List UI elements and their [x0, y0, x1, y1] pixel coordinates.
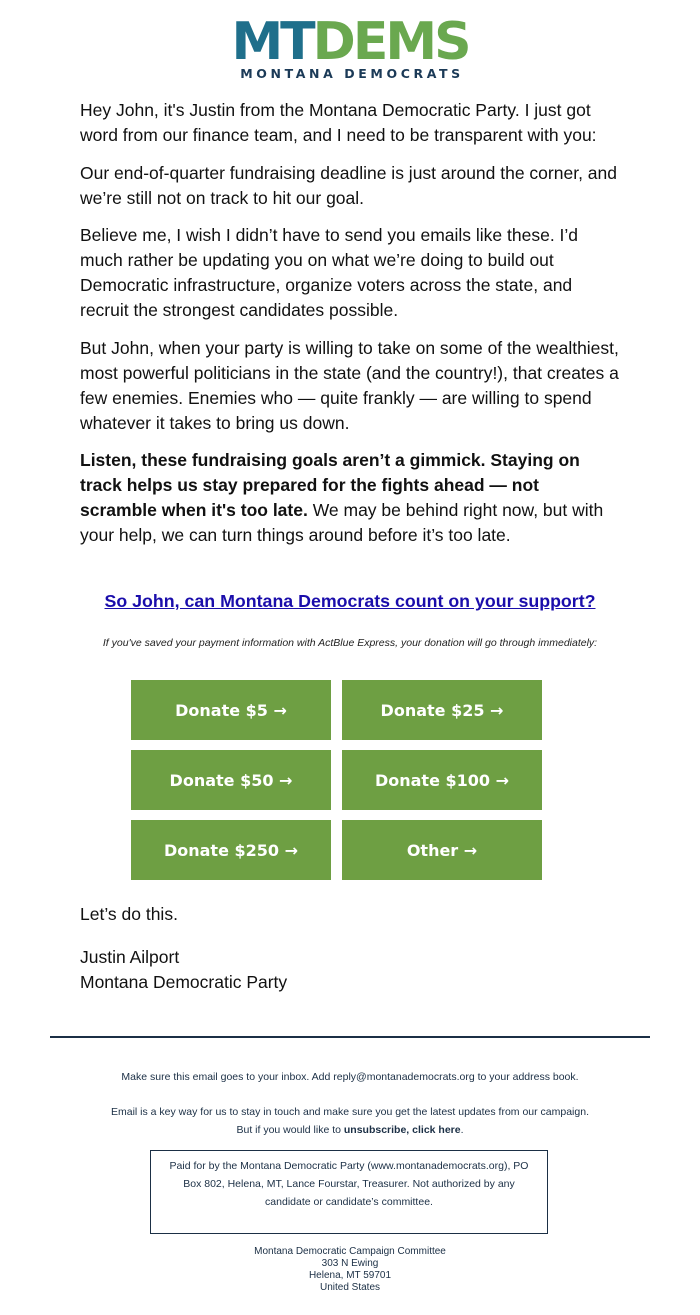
logo-dems: DEMS — [312, 12, 469, 72]
body-paragraph-2: Our end-of-quarter fundraising deadline is just around the corner, and we’re still not on track to hit our goal. — [80, 162, 617, 208]
unsubscribe-prefix: But if you would like to — [236, 1124, 344, 1136]
signature-org: Montana Democratic Party — [80, 972, 288, 992]
address-line: United States — [319, 1282, 381, 1293]
donate-50-button[interactable]: Donate $50 → — [131, 750, 331, 810]
cta-container — [0, 588, 700, 614]
footer-unsubscribe-line — [0, 1122, 700, 1139]
signature-name: Justin Ailport — [80, 947, 180, 967]
donate-100-button[interactable]: Donate $100 → — [342, 750, 542, 810]
donate-5-button[interactable]: Donate $5 → — [131, 680, 331, 740]
closing-line: Let’s do this. — [80, 904, 178, 924]
footer-divider — [50, 1036, 650, 1038]
body-paragraph-5 — [80, 448, 620, 548]
donate-250-button[interactable]: Donate $250 → — [131, 820, 331, 880]
donate-25-button[interactable]: Donate $25 → — [342, 680, 542, 740]
donate-other-button[interactable]: Other → — [342, 820, 542, 880]
unsubscribe-suffix: . — [460, 1124, 464, 1136]
logo-wordmark — [231, 12, 469, 72]
address-line: Helena, MT 59701 — [308, 1270, 392, 1281]
email-body — [80, 98, 620, 561]
body-paragraph-5-bold: Listen, these fundraising goals aren’t a gimmick. Staying on track helps us stay prepared for the fights ahead — not scramble when it's too late. — [80, 450, 580, 520]
body-paragraph-4: But John, when your party is willing to take on some of the wealthiest, most powerful politicians in the state (and the country!), that creates a few enemies. Enemies who — quite frankly — are willing to spend whatever it takes to bring us down. — [80, 337, 619, 433]
body-paragraph-3: Believe me, I wish I didn’t have to send you emails like these. I’d much rather be updating you on what we’re doing to build out Democratic infrastructure, organize voters across the state, and recruit the strongest candidates possible. — [80, 225, 579, 320]
address-line: 303 N Ewing — [321, 1258, 379, 1269]
body-paragraph-5-rest: We may be behind right now, but with your help, we can turn things around before it’s too late. — [80, 500, 604, 545]
footer-stay-in-touch: Email is a key way for us to stay in touch and make sure you get the latest updates from our campaign. — [111, 1106, 589, 1118]
logo-mt: MT — [231, 12, 313, 72]
paid-for-disclaimer: Paid for by the Montana Democratic Party (www.montanademocrats.org), PO Box 802, Helena, MT, Lance Fourstar, Treasurer. Not authorized by any candidate or candidate’s committee. — [150, 1150, 548, 1234]
address-line: Montana Democratic Campaign Committee — [254, 1246, 446, 1257]
footer-inbox-note: Make sure this email goes to your inbox. Add reply@montanademocrats.org to your address book. — [121, 1071, 579, 1083]
footer-address — [0, 1246, 700, 1294]
actblue-note: If you've saved your payment information with ActBlue Express, your donation will go through immediately: — [102, 637, 598, 649]
support-link[interactable]: So John, can Montana Democrats count on your support? — [104, 591, 596, 611]
closing-section — [80, 902, 620, 995]
unsubscribe-link[interactable]: unsubscribe, click here — [343, 1124, 461, 1136]
body-paragraph-1: Hey John, it's Justin from the Montana Democratic Party. I just got word from our finance team, and I need to be transparent with you: — [80, 100, 597, 145]
logo-subtitle: MONTANA DEMOCRATS — [240, 66, 464, 81]
header-logo — [0, 12, 700, 81]
